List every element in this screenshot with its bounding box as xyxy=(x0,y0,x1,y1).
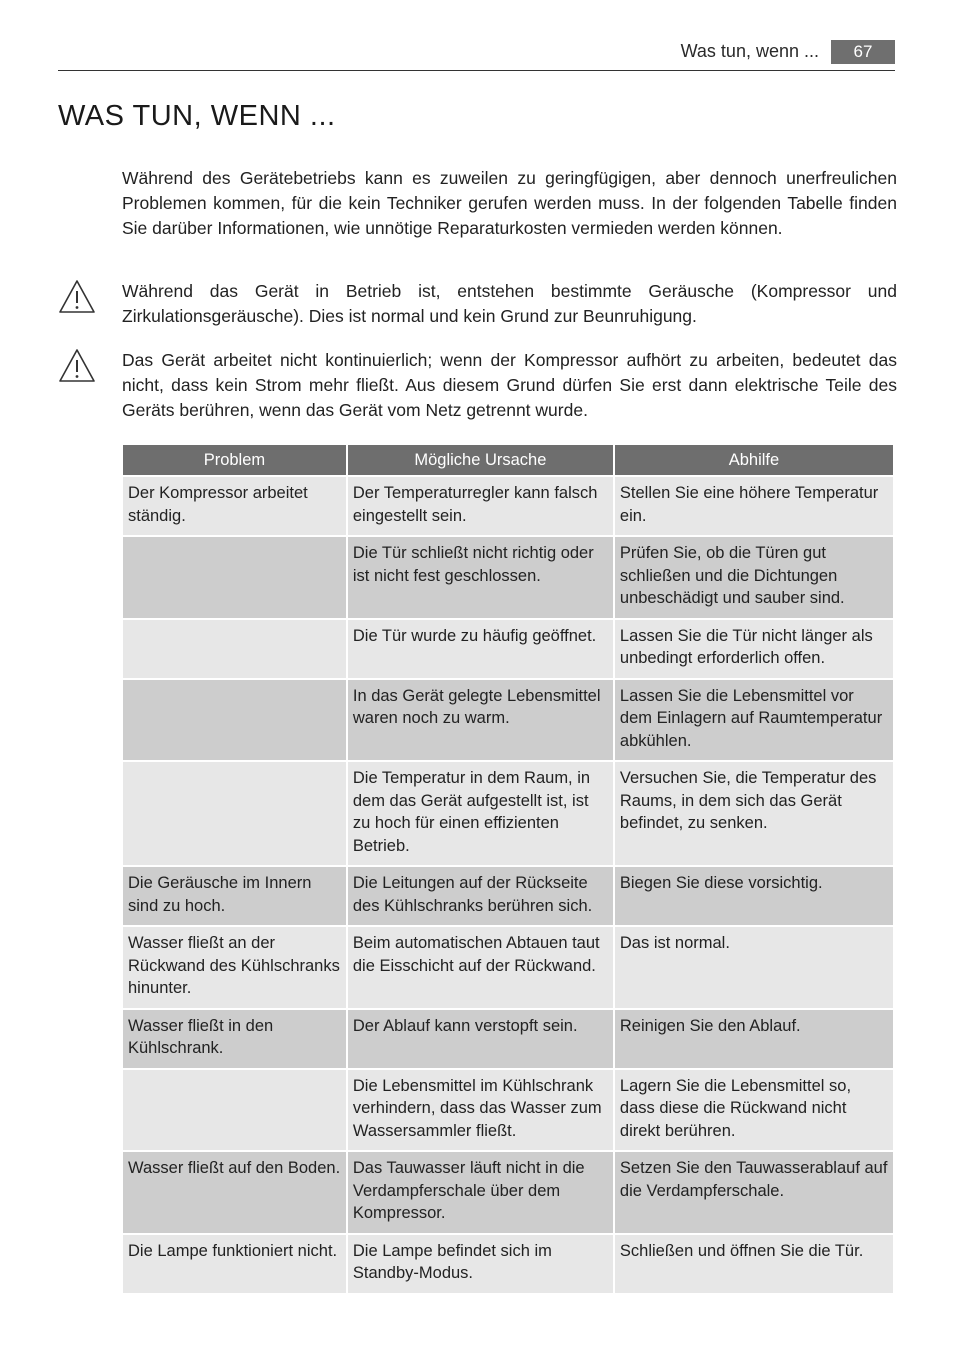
table-row xyxy=(123,537,893,618)
table-row xyxy=(123,1235,893,1293)
remedy-cell: Prüfen Sie, ob die Türen gut schließen und die Dichtungen unbeschädigt und sauber sind. xyxy=(615,537,893,618)
table-row xyxy=(123,477,893,535)
table-row xyxy=(123,1010,893,1068)
cause-cell: Die Tür schließt nicht richtig oder ist nicht fest geschlossen. xyxy=(348,537,613,618)
remedy-cell: Lassen Sie die Lebensmittel vor dem Einlagern auf Raumtemperatur abkühlen. xyxy=(615,680,893,761)
column-header-problem: Problem xyxy=(123,445,346,475)
problem-cell: Die Geräusche im Innern sind zu hoch. xyxy=(123,867,346,925)
warning-triangle-icon xyxy=(58,279,96,315)
problem-cell xyxy=(123,1070,346,1151)
problem-cell xyxy=(123,762,346,865)
remedy-cell: Biegen Sie diese vorsichtig. xyxy=(615,867,893,925)
page-number: 67 xyxy=(831,40,895,64)
remedy-cell: Schließen und öffnen Sie die Tür. xyxy=(615,1235,893,1293)
cause-cell: Die Temperatur in dem Raum, in dem das Gerät aufgestellt ist, ist zu hoch für einen effizienten Betrieb. xyxy=(348,762,613,865)
table-row xyxy=(123,620,893,678)
cause-cell: Beim automatischen Abtauen taut die Eisschicht auf der Rückwand. xyxy=(348,927,613,1008)
remedy-cell: Versuchen Sie, die Temperatur des Raums, in dem sich das Gerät befindet, zu senken. xyxy=(615,762,893,865)
problem-cell xyxy=(123,537,346,618)
problem-cell: Der Kompressor arbeitet ständig. xyxy=(123,477,346,535)
warning-triangle-icon xyxy=(58,348,96,384)
column-header-cause: Mögliche Ursache xyxy=(348,445,613,475)
intro-paragraph: Während des Gerätebetriebs kann es zuweilen zu geringfügigen, aber dennoch unerfreulichen Problemen kommen, für die kein Techniker gerufen werden muss. In der folgenden Tabelle finden Sie darüber Informationen, wie unnötige Reparaturkosten vermieden werden können. xyxy=(122,168,897,238)
cause-cell: Der Ablauf kann verstopft sein. xyxy=(348,1010,613,1068)
table-row xyxy=(123,762,893,865)
table-row xyxy=(123,867,893,925)
remedy-cell: Stellen Sie eine höhere Temperatur ein. xyxy=(615,477,893,535)
cause-cell: Der Temperaturregler kann falsch eingestellt sein. xyxy=(348,477,613,535)
problem-cell: Wasser fließt an der Rückwand des Kühlschranks hinunter. xyxy=(123,927,346,1008)
warning-text: Während das Gerät in Betrieb ist, entstehen bestimmte Geräusche (Kompressor und Zirkulationsgeräusche). Dies ist normal und kein Grund zur Beunruhigung. xyxy=(122,281,897,326)
remedy-cell: Lagern Sie die Lebensmittel so, dass diese die Rückwand nicht direkt berühren. xyxy=(615,1070,893,1151)
problem-cell: Wasser fließt auf den Boden. xyxy=(123,1152,346,1233)
cause-cell: Die Lampe befindet sich im Standby-Modus. xyxy=(348,1235,613,1293)
column-header-remedy: Abhilfe xyxy=(615,445,893,475)
remedy-cell: Das ist normal. xyxy=(615,927,893,1008)
cause-cell: Die Lebensmittel im Kühlschrank verhindern, dass das Wasser zum Wassersammler fließt. xyxy=(348,1070,613,1151)
cause-cell: Die Tür wurde zu häufig geöffnet. xyxy=(348,620,613,678)
problem-cell xyxy=(123,680,346,761)
remedy-cell: Setzen Sie den Tauwasserablauf auf die Verdampferschale. xyxy=(615,1152,893,1233)
remedy-cell: Lassen Sie die Tür nicht länger als unbedingt erforderlich offen. xyxy=(615,620,893,678)
cause-cell: In das Gerät gelegte Lebensmittel waren noch zu warm. xyxy=(348,680,613,761)
table-row xyxy=(123,1152,893,1233)
cause-cell: Das Tauwasser läuft nicht in die Verdampferschale über dem Kompressor. xyxy=(348,1152,613,1233)
warning-text: Das Gerät arbeitet nicht kontinuierlich; wenn der Kompressor aufhört zu arbeiten, bedeutet das nicht, dass kein Strom mehr fließt. Aus diesem Grund dürfen Sie erst dann elektrische Teile des Geräts berühren, wenn das Gerät vom Netz getrennt wurde. xyxy=(122,350,897,420)
header-section-label: Was tun, wenn ... xyxy=(680,41,819,61)
table-row xyxy=(123,927,893,1008)
table-row xyxy=(123,680,893,761)
page-title: WAS TUN, WENN ... xyxy=(58,100,336,132)
page-header xyxy=(58,38,895,71)
table-header-row xyxy=(123,445,893,475)
problem-cell xyxy=(123,620,346,678)
problem-cell: Wasser fließt in den Kühlschrank. xyxy=(123,1010,346,1068)
table-row xyxy=(123,1070,893,1151)
troubleshooting-table xyxy=(121,443,895,1295)
cause-cell: Die Leitungen auf der Rückseite des Kühlschranks berühren sich. xyxy=(348,867,613,925)
problem-cell: Die Lampe funktioniert nicht. xyxy=(123,1235,346,1293)
remedy-cell: Reinigen Sie den Ablauf. xyxy=(615,1010,893,1068)
